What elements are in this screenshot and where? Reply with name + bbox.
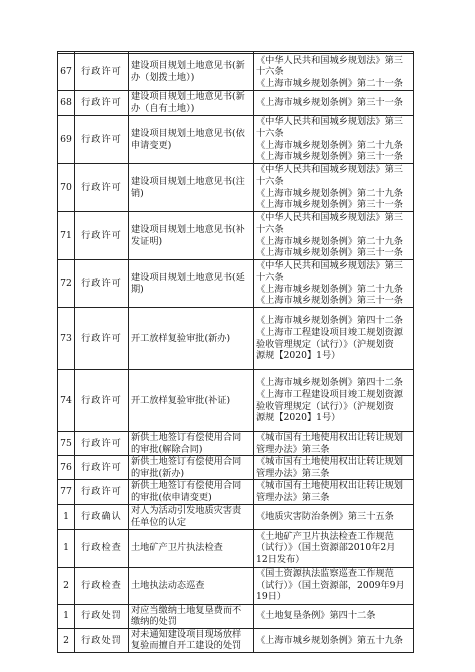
legal-basis-line: 源规【2020】1号） [256, 350, 341, 362]
power-type: 行政许可 [75, 116, 129, 164]
power-type: 行政许可 [75, 456, 129, 480]
legal-basis [254, 504, 414, 529]
item-name [129, 212, 254, 260]
item-name [129, 604, 254, 628]
item-name-line: 对人为活动引发地质灾害责 [131, 504, 242, 516]
legal-basis-line: 《地质灾害防治条例》第三十五条 [256, 510, 394, 522]
legal-basis [254, 91, 414, 116]
item-name-line: 缴纳的处罚 [131, 616, 177, 628]
table-row [58, 432, 414, 456]
table-row [58, 370, 414, 432]
legal-basis-line: 《上海市城乡规划条例》第三十一条 [256, 151, 403, 163]
legal-basis-line: 《城市国有土地使用权出让转让规划 [256, 456, 403, 468]
item-name [129, 529, 254, 567]
item-name-line: 建设项目规划土地意见书(新 [131, 91, 245, 103]
legal-basis-line: 管理办法》第三条 [256, 491, 330, 503]
item-name-line: 建设项目规划土地意见书(注 [131, 175, 245, 187]
item-name-line: 办（自有土地）) [131, 103, 195, 114]
legal-basis-line: 十六条 [256, 223, 284, 235]
legal-basis-line: 十六条 [256, 66, 284, 78]
row-number: 77 [58, 480, 75, 504]
legal-basis [254, 529, 414, 567]
item-name-line: 建设项目规划土地意见书(新 [131, 60, 245, 72]
row-number: 72 [58, 260, 75, 308]
item-name [129, 370, 254, 432]
legal-basis-line: （试行）》（国土资源部2010年2月 [256, 542, 396, 554]
legal-basis-line: 《上海市城乡规划条例》第二十一条 [256, 77, 403, 89]
legal-basis-line: 《上海市城乡规划条例》第三十一条 [256, 199, 403, 211]
item-name-line: 任单位的认定 [131, 516, 187, 528]
legal-basis-line: 《上海市城乡规划条例》第三十一条 [256, 247, 403, 259]
power-type: 行政确认 [75, 504, 129, 529]
item-name-line: 新供土地签订有偿使用合同 [131, 432, 242, 443]
legal-basis-line: 《国土资源执法监察巡查工作规范 [256, 568, 394, 580]
item-name [129, 54, 254, 91]
table-row [58, 91, 414, 116]
legal-basis [254, 308, 414, 370]
item-name-line: 建设项目规划土地意见书(延 [131, 271, 245, 283]
legal-basis-line: 《上海市城乡规划条例》第二十九条 [256, 187, 403, 199]
legal-basis-line: 《上海市工程建设项目竣工规划资源 [256, 388, 403, 400]
power-type: 行政许可 [75, 308, 129, 370]
item-name-line: 新供土地签订有偿使用合同 [131, 456, 242, 468]
table-row [58, 529, 414, 567]
item-name-line: 对应当缴纳土地复垦费而不 [131, 604, 242, 616]
legal-basis-line: 12日发布） [256, 553, 305, 565]
legal-basis-line: 《上海市城乡规划条例》第二十九条 [256, 139, 403, 151]
item-name-line: 建设项目规划土地意见书(依 [131, 127, 245, 139]
power-type: 行政处罚 [75, 604, 129, 628]
legal-basis [254, 456, 414, 480]
legal-basis-line: 《上海市城乡规划条例》第三十一条 [256, 295, 403, 307]
legal-basis-line: 19日） [256, 591, 287, 603]
table-row [58, 260, 414, 308]
row-number: 76 [58, 456, 75, 480]
legal-basis-line: 《中华人民共和国城乡规划法》第三 [256, 54, 403, 66]
item-name-line: 对未通知建设项目现场放样 [131, 628, 242, 640]
legal-basis-line: （试行）》（国土资源部，2009年9月 [256, 579, 405, 591]
table-row [58, 116, 414, 164]
table-row [58, 480, 414, 504]
row-number: 67 [58, 54, 75, 91]
table-row [58, 604, 414, 628]
table-row [58, 567, 414, 604]
legal-basis [254, 54, 414, 91]
legal-basis-line: 《土地复垦条例》第四十二条 [256, 610, 376, 622]
item-name-line: 土地执法动态巡查 [131, 579, 205, 591]
legal-basis-line: 《上海市城乡规划条例》第四十二条 [256, 377, 403, 389]
legal-basis-line: 管理办法》第三条 [256, 467, 330, 479]
power-type: 行政检查 [75, 529, 129, 567]
item-name [129, 164, 254, 212]
legal-basis-line: 《城市国有土地使用权出让转让规划 [256, 432, 403, 443]
legal-basis-line: 管理办法》第三条 [256, 443, 330, 455]
item-name-line: 的审批(解除合同) [131, 443, 203, 455]
row-number: 2 [58, 628, 75, 652]
table-row [58, 308, 414, 370]
power-type: 行政许可 [75, 370, 129, 432]
item-name-line: 销) [131, 187, 144, 199]
item-name-line: 的审批(新办) [131, 467, 185, 479]
row-number: 1 [58, 604, 75, 628]
legal-basis [254, 212, 414, 260]
legal-basis-line: 《中华人民共和国城乡规划法》第三 [256, 164, 403, 176]
row-number: 1 [58, 504, 75, 529]
legal-basis-line: 十六条 [256, 127, 284, 139]
row-number: 75 [58, 432, 75, 456]
item-name-line: 期) [131, 283, 144, 295]
row-number: 74 [58, 370, 75, 432]
power-type: 行政许可 [75, 432, 129, 456]
legal-basis [254, 116, 414, 164]
item-name [129, 116, 254, 164]
item-name-line: 建设项目规划土地意见书(补 [131, 223, 245, 235]
item-name-line: 办（划拨土地）) [131, 72, 195, 83]
table-row [58, 628, 414, 652]
legal-basis-line: 验收管理规定（试行）》（沪规划资 [256, 338, 394, 350]
item-name-line: 土地矿产卫片执法检查 [131, 542, 223, 554]
table-row [58, 504, 414, 529]
table-row [58, 164, 414, 212]
legal-basis [254, 480, 414, 504]
legal-basis-line: 《中华人民共和国城乡规划法》第三 [256, 260, 403, 272]
legal-basis [254, 432, 414, 456]
item-name-line: 申请变更) [131, 139, 172, 151]
legal-basis-line: 《上海市城乡规划条例》第四十二条 [256, 315, 403, 327]
item-name [129, 456, 254, 480]
table-row [58, 456, 414, 480]
legal-basis [254, 604, 414, 628]
row-number: 70 [58, 164, 75, 212]
table-row [58, 212, 414, 260]
row-number: 69 [58, 116, 75, 164]
item-name [129, 480, 254, 504]
item-name [129, 260, 254, 308]
legal-basis-line: 《上海市工程建设项目竣工规划资源 [256, 326, 403, 338]
regulation-table [57, 51, 414, 653]
item-name [129, 91, 254, 116]
legal-basis [254, 567, 414, 604]
item-name-line: 新供土地签订有偿使用合同 [131, 480, 242, 492]
row-number: 1 [58, 529, 75, 567]
legal-basis-line: 《土地矿产卫片执法检查工作规范 [256, 530, 394, 542]
power-type: 行政检查 [75, 567, 129, 604]
legal-basis-line: 《上海市城乡规划条例》第五十九条 [256, 634, 403, 646]
item-name [129, 432, 254, 456]
legal-basis [254, 260, 414, 308]
item-name-line: 的审批(依申请变更) [131, 491, 212, 503]
power-type: 行政许可 [75, 212, 129, 260]
power-type: 行政处罚 [75, 628, 129, 652]
item-name [129, 628, 254, 652]
table-body [58, 52, 414, 653]
legal-basis-line: 《中华人民共和国城乡规划法》第三 [256, 212, 403, 224]
power-type: 行政许可 [75, 164, 129, 212]
row-number: 73 [58, 308, 75, 370]
item-name-line: 开工放样复验审批(补证) [131, 394, 231, 406]
item-name-line: 发证明) [131, 235, 163, 247]
legal-basis-line: 源规【2020】1号） [256, 412, 341, 424]
power-type: 行政许可 [75, 260, 129, 308]
legal-basis-line: 《上海市城乡规划条例》第二十九条 [256, 283, 403, 295]
row-number: 71 [58, 212, 75, 260]
power-type: 行政许可 [75, 54, 129, 91]
legal-basis-line: 验收管理规定（试行）》（沪规划资 [256, 400, 394, 412]
legal-basis-line: 《中华人民共和国城乡规划法》第三 [256, 116, 403, 128]
legal-basis-line: 《上海市城乡规划条例》第三十一条 [256, 97, 403, 109]
item-name-line: 开工放样复验审批(新办) [131, 332, 231, 344]
table-row [58, 54, 414, 91]
legal-basis-line: 十六条 [256, 271, 284, 283]
legal-basis [254, 164, 414, 212]
power-type: 行政许可 [75, 91, 129, 116]
item-name [129, 308, 254, 370]
legal-basis-line: 十六条 [256, 175, 284, 187]
row-number: 68 [58, 91, 75, 116]
row-number: 2 [58, 567, 75, 604]
legal-basis-line: 《城市国有土地使用权出让转让规划 [256, 480, 403, 492]
legal-basis [254, 370, 414, 432]
legal-basis-line: 《上海市城乡规划条例》第二十九条 [256, 235, 403, 247]
power-type: 行政许可 [75, 480, 129, 504]
item-name [129, 567, 254, 604]
legal-basis [254, 628, 414, 652]
item-name [129, 504, 254, 529]
item-name-line: 复验而擅自开工建设的处罚 [131, 640, 242, 652]
